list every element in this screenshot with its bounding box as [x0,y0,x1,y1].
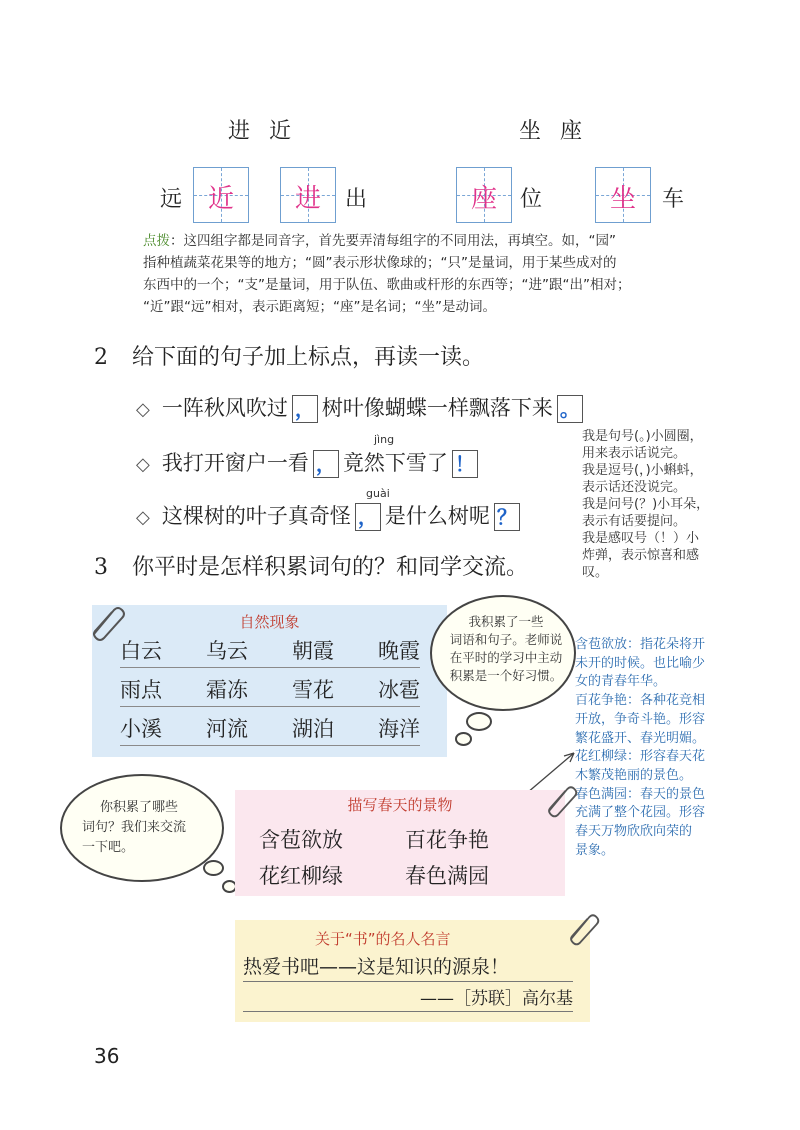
tip-line: 指种植蔬菜花果等的地方；“圆”表示形状像球的；“只”是量词，用于某些成对的 [143,255,617,271]
bubble-line: 你积累了哪些 [100,800,179,815]
tianzige-box-2 [280,167,336,223]
word: 湖泊 [292,717,334,741]
word: 乌云 [206,639,248,663]
pinyin-jing: jìng [374,433,395,446]
panel-title: 描写春天的景物 [347,796,453,814]
quote-title: 关于“书”的名人名言 [315,930,451,948]
word: 霜冻 [206,678,248,702]
sentence-text: 我打开窗户一看 [161,451,309,475]
panel-title: 自然现象 [239,613,300,631]
note-line: 炸弹，表示惊喜和感 [582,548,700,563]
bubble-line: 词句？我们来交流 [82,820,187,835]
note-line: 未开的时候。也比喻少 [575,655,706,671]
question-2-heading [94,340,484,371]
tip-line: 东西中的一个；“支”是量词，用于队伍、歌曲或杆形的东西等；“进”跟“出”相对； [143,277,631,293]
idiom-notes [575,636,775,860]
word: 百花争艳 [405,828,489,852]
sentence-text: 是什么树呢 [384,504,490,528]
punct-box: ！ [452,450,478,478]
tip-line: “近”跟“远”相对，表示距离短；“座”是名词；“坐”是动词。 [143,299,496,315]
thought-dot [466,712,492,731]
note-line: 我是感叹号（！）小 [582,531,700,546]
sentence-text: 树叶像蝴蝶一样飘落下来 [321,396,553,420]
tip-line: ：这四组字都是同音字，首先要弄清每组字的不同用法，再填空。如，“园” [170,233,616,249]
word-pair-zuo: 坐 座 [519,119,588,144]
paperclip-icon [562,908,602,948]
word: 冰雹 [378,678,420,702]
answer-char: 进 [294,184,321,214]
question-number: 3 [94,555,108,580]
word: 海洋 [378,717,420,741]
quote-panel [235,920,590,1022]
note-line: 叹。 [582,565,609,580]
word: 含苞欲放 [259,828,343,852]
char-chu: 出 [345,187,368,212]
char-yuan: 远 [160,187,183,212]
thought-dot [203,860,224,876]
punct-box: ， [313,450,339,478]
nature-words-panel [92,605,447,757]
word: 春色满园 [405,864,489,888]
word-row [120,707,420,746]
sentence-3 [136,500,524,531]
note-line: 表示有话要提问。 [582,514,687,529]
note-line: 繁花盛开、春光明媚。 [575,730,706,746]
sentence-2 [136,447,482,478]
bubble-line: 一下吧。 [82,840,135,855]
punct-box: 。 [557,395,583,423]
word-row [120,668,420,707]
pinyin-guai: guài [366,487,390,500]
note-line: 我是句号(。)小圆圈， [582,429,703,444]
spring-words-panel [235,790,565,896]
note-line: 春色满园：春天的景色 [575,786,706,802]
word: 白云 [120,639,162,663]
word: 河流 [206,717,248,741]
student-speech-bubble [60,774,224,882]
answer-char: 近 [207,184,234,214]
word: 雨点 [120,678,162,702]
diamond-bullet-icon: ◇ [136,454,150,475]
punctuation-note [582,428,772,581]
teacher-speech-bubble [430,595,576,711]
bubble-line: 词语和句子。老师说 [449,632,563,647]
word: 朝霞 [292,639,334,663]
tip-label: 点拨 [143,233,170,249]
page-number: 36 [94,1044,120,1068]
word: 晚霞 [378,639,420,663]
bubble-text [446,613,566,685]
punct-box: ， [292,395,318,423]
bubble-text [82,798,206,858]
paperclip-icon [84,600,128,644]
quote-text: 热爱书吧——这是知识的源泉！ [243,952,573,982]
punct-box: ？ [494,503,520,531]
note-line: 女的青春年华。 [575,674,667,690]
note-line: 我是逗号(，)小蝌蚪， [582,463,703,478]
tianzige-box-1 [193,167,249,223]
word: 花红柳绿 [259,864,343,888]
note-line: 春天万物欣欣向荣的 [575,824,693,840]
bubble-line: 积累是一个好习惯。 [449,668,563,683]
sentence-text: 竟然下雪了 [342,451,448,475]
note-line: 木繁茂艳丽的景色。 [575,767,693,783]
note-line: 花红柳绿：形容春天花 [575,749,706,765]
word-row [120,631,420,668]
tianzige-box-3 [456,167,512,223]
note-line: 我是问号(？)小耳朵， [582,497,710,512]
word: 小溪 [120,717,162,741]
thought-dot [455,732,472,746]
answer-char: 座 [470,184,497,214]
question-number: 2 [94,345,108,370]
question-text: 给下面的句子加上标点，再读一读。 [132,345,485,370]
note-line: 开放，争奇斗艳。形容 [575,711,706,727]
word: 雪花 [292,678,334,702]
diamond-bullet-icon: ◇ [136,507,150,528]
word-pair-jin: 进 近 [228,119,297,144]
question-3-heading [94,550,528,581]
question-text: 你平时是怎样积累词句的？和同学交流。 [132,555,529,580]
sentence-1 [136,392,587,423]
sentence-text: 一阵秋风吹过 [161,396,288,420]
bubble-line: 我积累了一些 [468,614,544,629]
note-line: 含苞欲放：指花朵将开 [575,637,706,652]
note-line: 充满了整个花园。形容 [575,805,706,821]
answer-char: 坐 [609,184,636,214]
note-line: 景象。 [575,842,615,858]
diamond-bullet-icon: ◇ [136,399,150,420]
note-line: 表示话还没说完。 [582,480,687,495]
char-wei: 位 [520,187,543,212]
sentence-text: 这棵树的叶子真奇怪 [161,504,351,528]
paperclip-icon [540,780,580,820]
char-che: 车 [662,187,685,212]
punct-box: ， [355,503,381,531]
tip-paragraph [143,230,763,318]
note-line: 用来表示话说完。 [582,446,687,461]
tianzige-box-4 [595,167,651,223]
bubble-line: 在平时的学习中主动 [449,650,563,665]
quote-author: ——［苏联］高尔基 [243,984,573,1012]
note-line: 百花争艳：各种花竞相 [575,693,706,709]
